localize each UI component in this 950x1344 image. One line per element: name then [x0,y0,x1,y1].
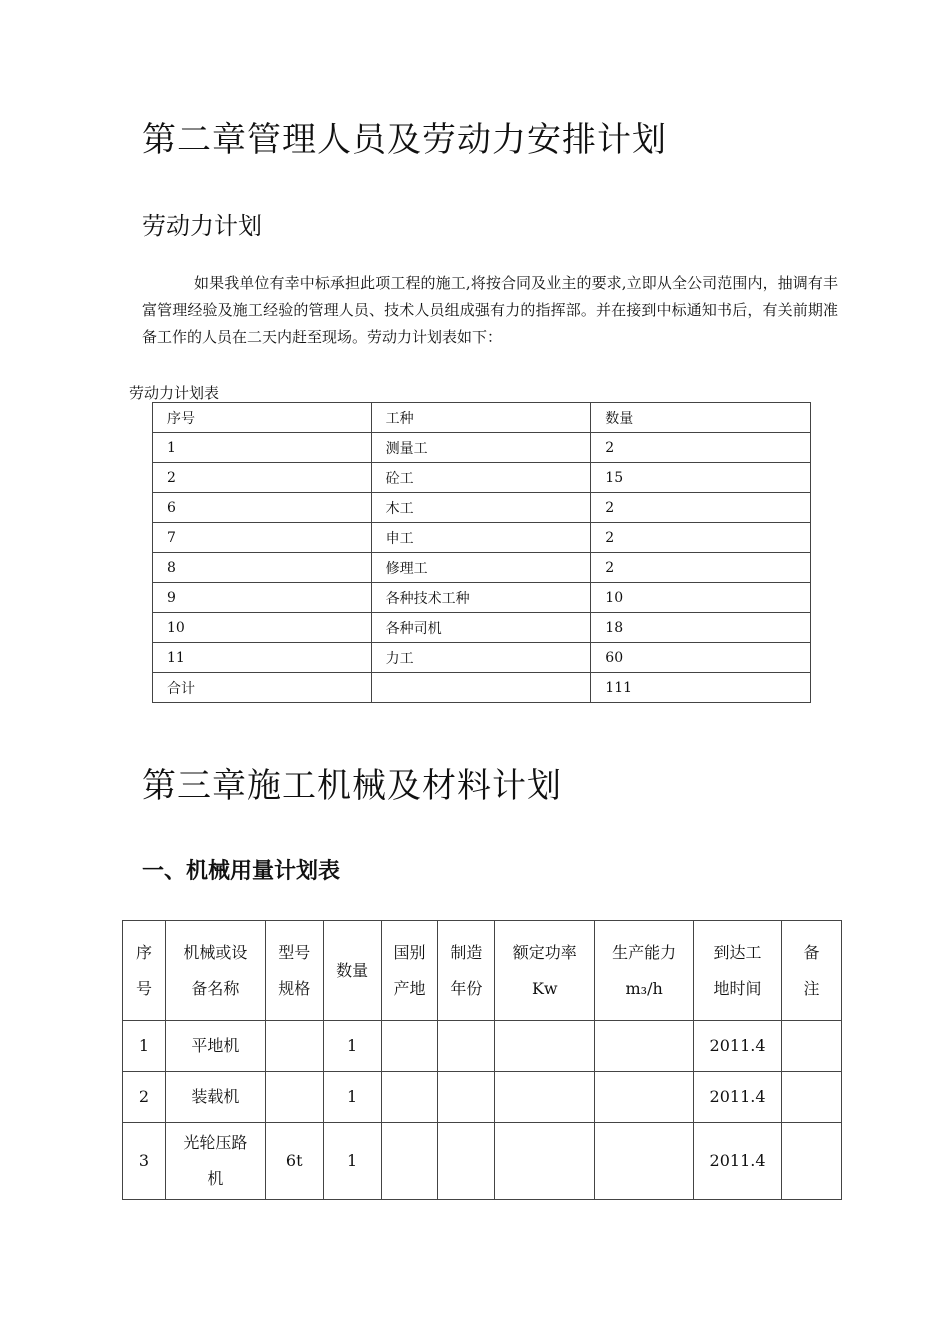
table-cell [323,1072,381,1123]
table-cell [323,1123,381,1200]
table-cell: 6 [153,493,372,523]
table-cell: 合计 [153,673,372,703]
header-cell [165,921,265,1021]
table-row [153,433,811,463]
cell-text: 制造 [450,942,483,962]
intro-paragraph-text: 如果我单位有幸中标承担此项工程的施工,将按合同及业主的要求,立即从全公司范围内，抽调有丰富管理经验及施工经验的管理人员、技术人员组成强有力的指挥部。并在接到中标通知书后，有关前期准备工作的人员在二天内赶至现场。劳动力计划表如下： [142,274,838,346]
cell-text: 注 [803,978,820,998]
table-cell [595,1072,694,1123]
chapter-title: 第二章管理人员及劳动力安排计划 [142,120,667,160]
labor-plan-table [152,402,811,703]
table-cell [495,1072,595,1123]
table-cell [381,1021,438,1072]
table-row [153,493,811,523]
cell-text: 年份 [450,978,483,998]
table-cell: 2 [591,553,811,583]
cell-text: 生产能力 [612,942,677,962]
table-cell [438,1123,495,1200]
cell-text: 国别 [393,942,426,962]
table-cell [123,1072,166,1123]
table-cell [782,1123,842,1200]
table-cell [265,1123,323,1200]
table-header-row [123,921,842,1021]
table-cell [595,1123,694,1200]
cell-text: m₃/h [625,978,663,998]
cell-text: 产地 [393,978,426,998]
table-cell [371,673,591,703]
header-cell [323,921,381,1021]
table-cell: 10 [591,583,811,613]
table-cell: 60 [591,643,811,673]
table-cell: 2 [591,433,811,463]
cell-text: 机 [207,1169,224,1188]
header-cell [694,921,782,1021]
table-row [123,1123,842,1200]
header-cell [381,921,438,1021]
cell-text: 备名称 [191,978,240,998]
table-cell [495,1123,595,1200]
cell-text: 光轮压路 [183,1133,248,1152]
cell-text: 地时间 [713,978,762,998]
table-cell: 各种司机 [371,613,591,643]
table-caption: 劳动力计划表 [129,384,220,402]
machinery-plan-table [122,920,842,1200]
table-cell [595,1021,694,1072]
table-cell [782,1072,842,1123]
header-cell [265,921,323,1021]
table-row [153,553,811,583]
cell-text: 机械或设 [183,942,248,962]
intro-paragraph [142,270,838,351]
cell-text: 平地机 [191,1036,240,1055]
cell-text: 号 [135,978,152,998]
cell-text: 额定功率 [512,942,577,962]
table-row [153,583,811,613]
table-row [123,1072,842,1123]
table-cell [694,1123,782,1200]
header-cell: 工种 [371,403,591,433]
table-row [153,673,811,703]
header-cell [495,921,595,1021]
table-cell: 18 [591,613,811,643]
cell-text: 1 [347,1036,358,1055]
table-cell [123,1021,166,1072]
cell-text: 1 [347,1151,358,1170]
table-cell: 力工 [371,643,591,673]
table-cell: 测量工 [371,433,591,463]
table-cell [265,1021,323,1072]
table-header-row [153,403,811,433]
table-cell [381,1072,438,1123]
header-cell: 数量 [591,403,811,433]
cell-text: 到达工 [713,942,762,962]
table-cell: 2 [591,523,811,553]
table-cell [265,1072,323,1123]
cell-text: 2011.4 [709,1151,766,1170]
table-cell: 10 [153,613,372,643]
header-cell [123,921,166,1021]
table-row [153,643,811,673]
table-cell: 9 [153,583,372,613]
cell-text: 6t [285,1151,303,1170]
table-cell: 8 [153,553,372,583]
table-cell [694,1021,782,1072]
cell-text: 数量 [336,960,369,980]
table-row [153,463,811,493]
cell-text: 1 [347,1087,358,1106]
cell-text: 型号 [278,942,311,962]
table-cell: 111 [591,673,811,703]
cell-text: 1 [138,1036,150,1055]
chapter-title: 第三章施工机械及材料计划 [142,766,562,806]
header-cell [782,921,842,1021]
table-cell: 各种技术工种 [371,583,591,613]
table-cell [782,1021,842,1072]
table-cell: 1 [153,433,372,463]
table-cell [323,1021,381,1072]
table-cell [438,1021,495,1072]
table-row [123,1021,842,1072]
table-cell: 修理工 [371,553,591,583]
cell-text: 2011.4 [709,1036,766,1055]
section-title: 一、机械用量计划表 [142,859,341,884]
cell-text: 规格 [278,978,311,998]
table-cell [165,1123,265,1200]
table-cell: 15 [591,463,811,493]
cell-text: 2 [138,1087,150,1106]
section-title: 劳动力计划 [142,212,262,240]
cell-text: 2011.4 [709,1087,766,1106]
cell-text: 备 [803,942,820,962]
table-cell [165,1021,265,1072]
header-cell [595,921,694,1021]
table-cell [123,1123,166,1200]
table-row [153,613,811,643]
table-cell [495,1021,595,1072]
table-cell [381,1123,438,1200]
table-cell: 砼工 [371,463,591,493]
table-cell [438,1072,495,1123]
table-cell [694,1072,782,1123]
header-cell: 序号 [153,403,372,433]
table-cell: 木工 [371,493,591,523]
cell-text: 序 [135,942,152,962]
table-cell: 2 [153,463,372,493]
cell-text: 装载机 [191,1087,240,1106]
table-cell: 申工 [371,523,591,553]
cell-text: Kw [531,978,558,998]
table-cell: 7 [153,523,372,553]
table-row [153,523,811,553]
header-cell [438,921,495,1021]
table-cell: 2 [591,493,811,523]
cell-text: 3 [138,1151,150,1170]
table-cell [165,1072,265,1123]
table-cell: 11 [153,643,372,673]
